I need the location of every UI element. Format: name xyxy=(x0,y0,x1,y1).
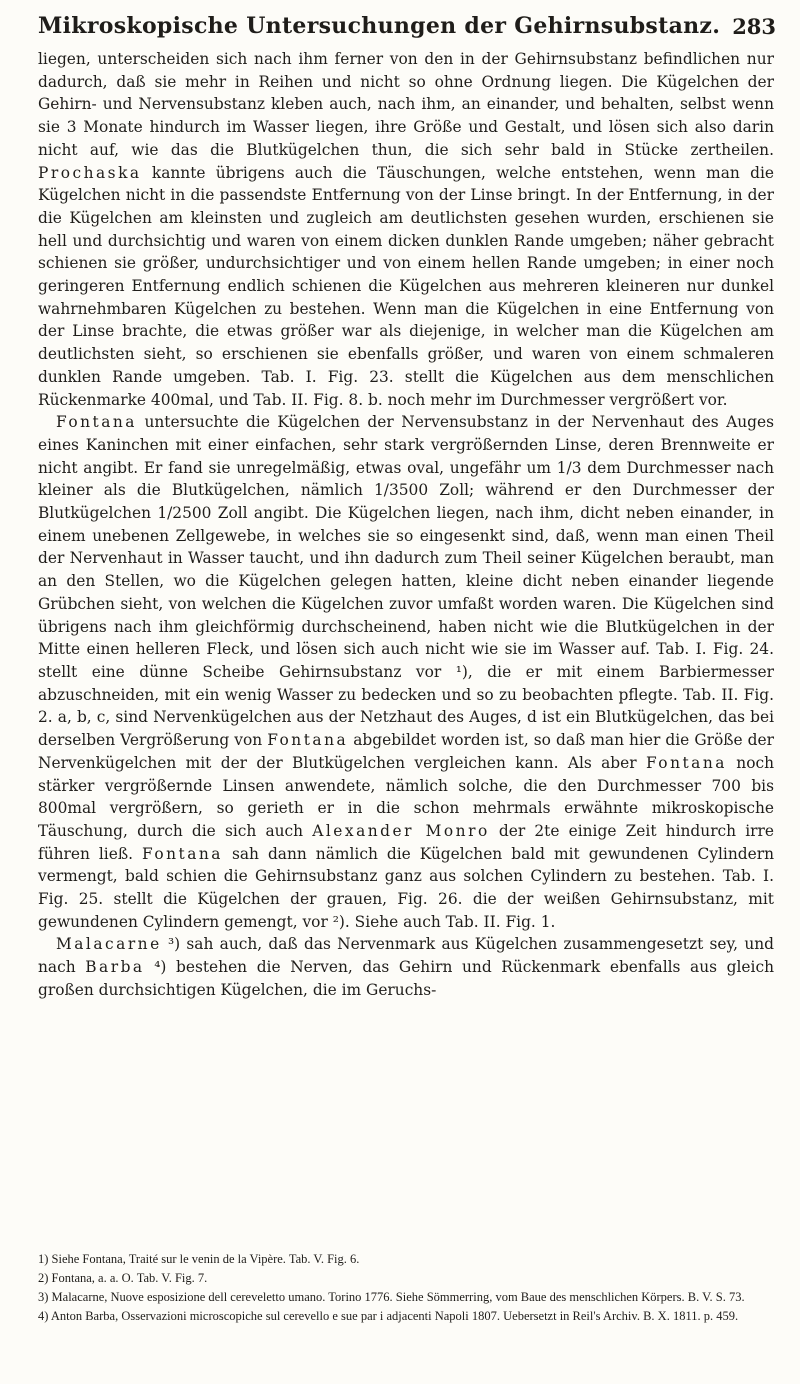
footnote: 1) Siehe Fontana, Traité sur le venin de la Vipère. Tab. V. Fig. 6. xyxy=(38,1252,360,1266)
text-run: noch stärker vergrößernde Linsen anwendete, nämlich solche, die den Durchmesser 700 bis 800mal vergrößern, so gerieth er in die schon mehrmals erwähnte mikroskopische Täuschung, durch die sich auch xyxy=(38,753,774,840)
running-title: Mikroskopische Untersuchungen der Gehirnsubstanz. xyxy=(38,13,721,39)
author-name: Malacarne xyxy=(56,935,162,954)
author-name: Fontana xyxy=(56,413,137,432)
author-name: Alexander Monro xyxy=(312,821,490,840)
text-run: ⁴) bestehen die Nerven, das Gehirn und Rückenmark ebenfalls aus gleich großen durchsichtigen Kügelchen, die im Geruchs- xyxy=(38,958,774,999)
running-header xyxy=(38,10,777,42)
author-name: Barba xyxy=(85,958,145,977)
text-run: abgebildet worden ist, so daß man hier die Größe der Nervenkügelchen mit der der Blutkügelchen vergleichen kann. Als aber xyxy=(38,731,775,772)
author-name: Fontana xyxy=(267,731,349,750)
footnote: 4) Anton Barba, Osservazioni microscopiche sul cerevello e sue par i adjacenti Napoli 1807. Uebersetzt in Reil's Archiv. B. X. 1811. p. 459. xyxy=(38,1309,739,1323)
text-run: sah dann nämlich die Kügelchen bald mit gewundenen Cylindern vermengt, bald schien die Gehirnsubstanz ganz aus solchen Cylindern zu bestehen. Tab. I. Fig. 25. stellt die Kügelchen der grauen, Fig. 26. die der weißen Gehirnsubstanz, mit gewundenen Cylindern gemengt, vor ²). Siehe auch Tab. II. Fig. 1. xyxy=(38,844,774,931)
text-run: untersuchte die Kügelchen der Nervensubstanz in der Nervenhaut des Auges eines Kaninchen mit einer einfachen, sehr stark vergrößernden Linse, deren Brennweite er nicht angibt. Er fand sie unregelmäßig, etwas oval, ungefähr um 1/3 dem Durchmesser nach kleiner als die Blutkügelchen, nämlich 1/3500 Zoll; während er den Durchmesser der Blutkügelchen 1/2500 Zoll angibt. Die Kügelchen liegen, nach ihm, dicht neben einander, in einem unebenen Zellgewebe, in welches sie so eingesenkt sind, daß, wenn man einen Theil der Nervenhaut in Wasser taucht, und ihn dadurch zum Theil seiner Kügelchen beraubt, man an den Stellen, wo die Kügelchen gelegen hatten, kleine dicht neben einander liegende Grübchen sieht, von welchen die Kügelchen zuvor umfaßt worden waren. Die Kügelchen sind übrigens nach ihm gleichförmig durchscheinend, haben nicht wie die Blutkügelchen in der Mitte einen helleren Fleck, und lösen sich auch nicht wie sie im Wasser auf. Tab. I. Fig. 24. stellt eine dünne Scheibe Gehirnsubstanz vor ¹), die er mit einem Barbiermesser abzuschneiden, mit ein wenig Wasser zu bedecken und so zu beobachten pflegte. Tab. II. Fig. 2. a, b, c, sind Nervenkügelchen aus der Netzhaut des Auges, d ist ein Blutkügelchen, das bei derselben Vergrößerung von xyxy=(38,413,774,750)
paragraph xyxy=(38,48,774,411)
text-run: ³) sah auch, daß das Nervenmark aus Kügelchen zusammengesetzt sey, und nach xyxy=(38,935,774,977)
paragraph xyxy=(38,411,774,933)
text-run: der 2te einige Zeit hindurch irre führen ließ. xyxy=(38,821,774,863)
paragraph xyxy=(38,933,774,1001)
footnote: 3) Malacarne, Nuove esposizione dell cereveletto umano. Torino 1776. Siehe Sömmerring, vom Baue des menschlichen Körpers. B. V. S. 73. xyxy=(38,1290,745,1304)
author-name: Prochaska xyxy=(38,163,142,182)
main-text xyxy=(38,48,774,1002)
footnote: 2) Fontana, a. a. O. Tab. V. Fig. 7. xyxy=(38,1271,208,1285)
text-run: kannte übrigens auch die Täuschungen, welche entstehen, wenn man die Kügelchen nicht in die passendste Entfernung von der Linse bringt. In der Entfernung, in der die Kügelchen am kleinsten und zugleich am deutlichsten gesehen wurden, erschienen sie hell und durchsichtig und waren von einem dicken dunklen Rande umgeben; näher gebracht schienen sie größer, undurchsichtiger und von einem hellen Rande umgeben; in einer noch geringeren Entfernung endlich schienen die Kügelchen aus mehreren kleineren nur dunkel wahrnehmbaren Kügelchen zu bestehen. Wenn man die Kügelchen in eine Entfernung von der Linse brachte, die etwas größer war als diejenige, in welcher man die Kügelchen am deutlichsten sieht, so erschienen sie ebenfalls größer, und waren von einem schmaleren dunklen Rande umgeben. Tab. I. Fig. 23. stellt die Kügelchen aus dem menschlichen Rückenmarke 400mal, und Tab. II. Fig. 8. b. noch mehr im Durchmesser vergrößert vor. xyxy=(38,163,774,409)
page-number: 283 xyxy=(732,13,777,39)
author-name: Fontana xyxy=(142,844,223,863)
footnotes xyxy=(38,1250,774,1326)
author-name: Fontana xyxy=(645,753,727,772)
text-run: liegen, unterscheiden sich nach ihm ferner von den in der Gehirnsubstanz befindlichen nur dadurch, daß sie mehr in Reihen und nicht so ohne Ordnung liegen. Die Kügelchen der Gehirn- und Nervensubstanz kleben auch, nach ihm, an einander, und behalten, selbst wenn sie 3 Monate hindurch im Wasser liegen, ihre Größe und Gestalt, und lösen sich also darin nicht auf, wie das die Blutkügelchen thun, die sich sehr bald in Stücke zertheilen. xyxy=(38,50,774,159)
